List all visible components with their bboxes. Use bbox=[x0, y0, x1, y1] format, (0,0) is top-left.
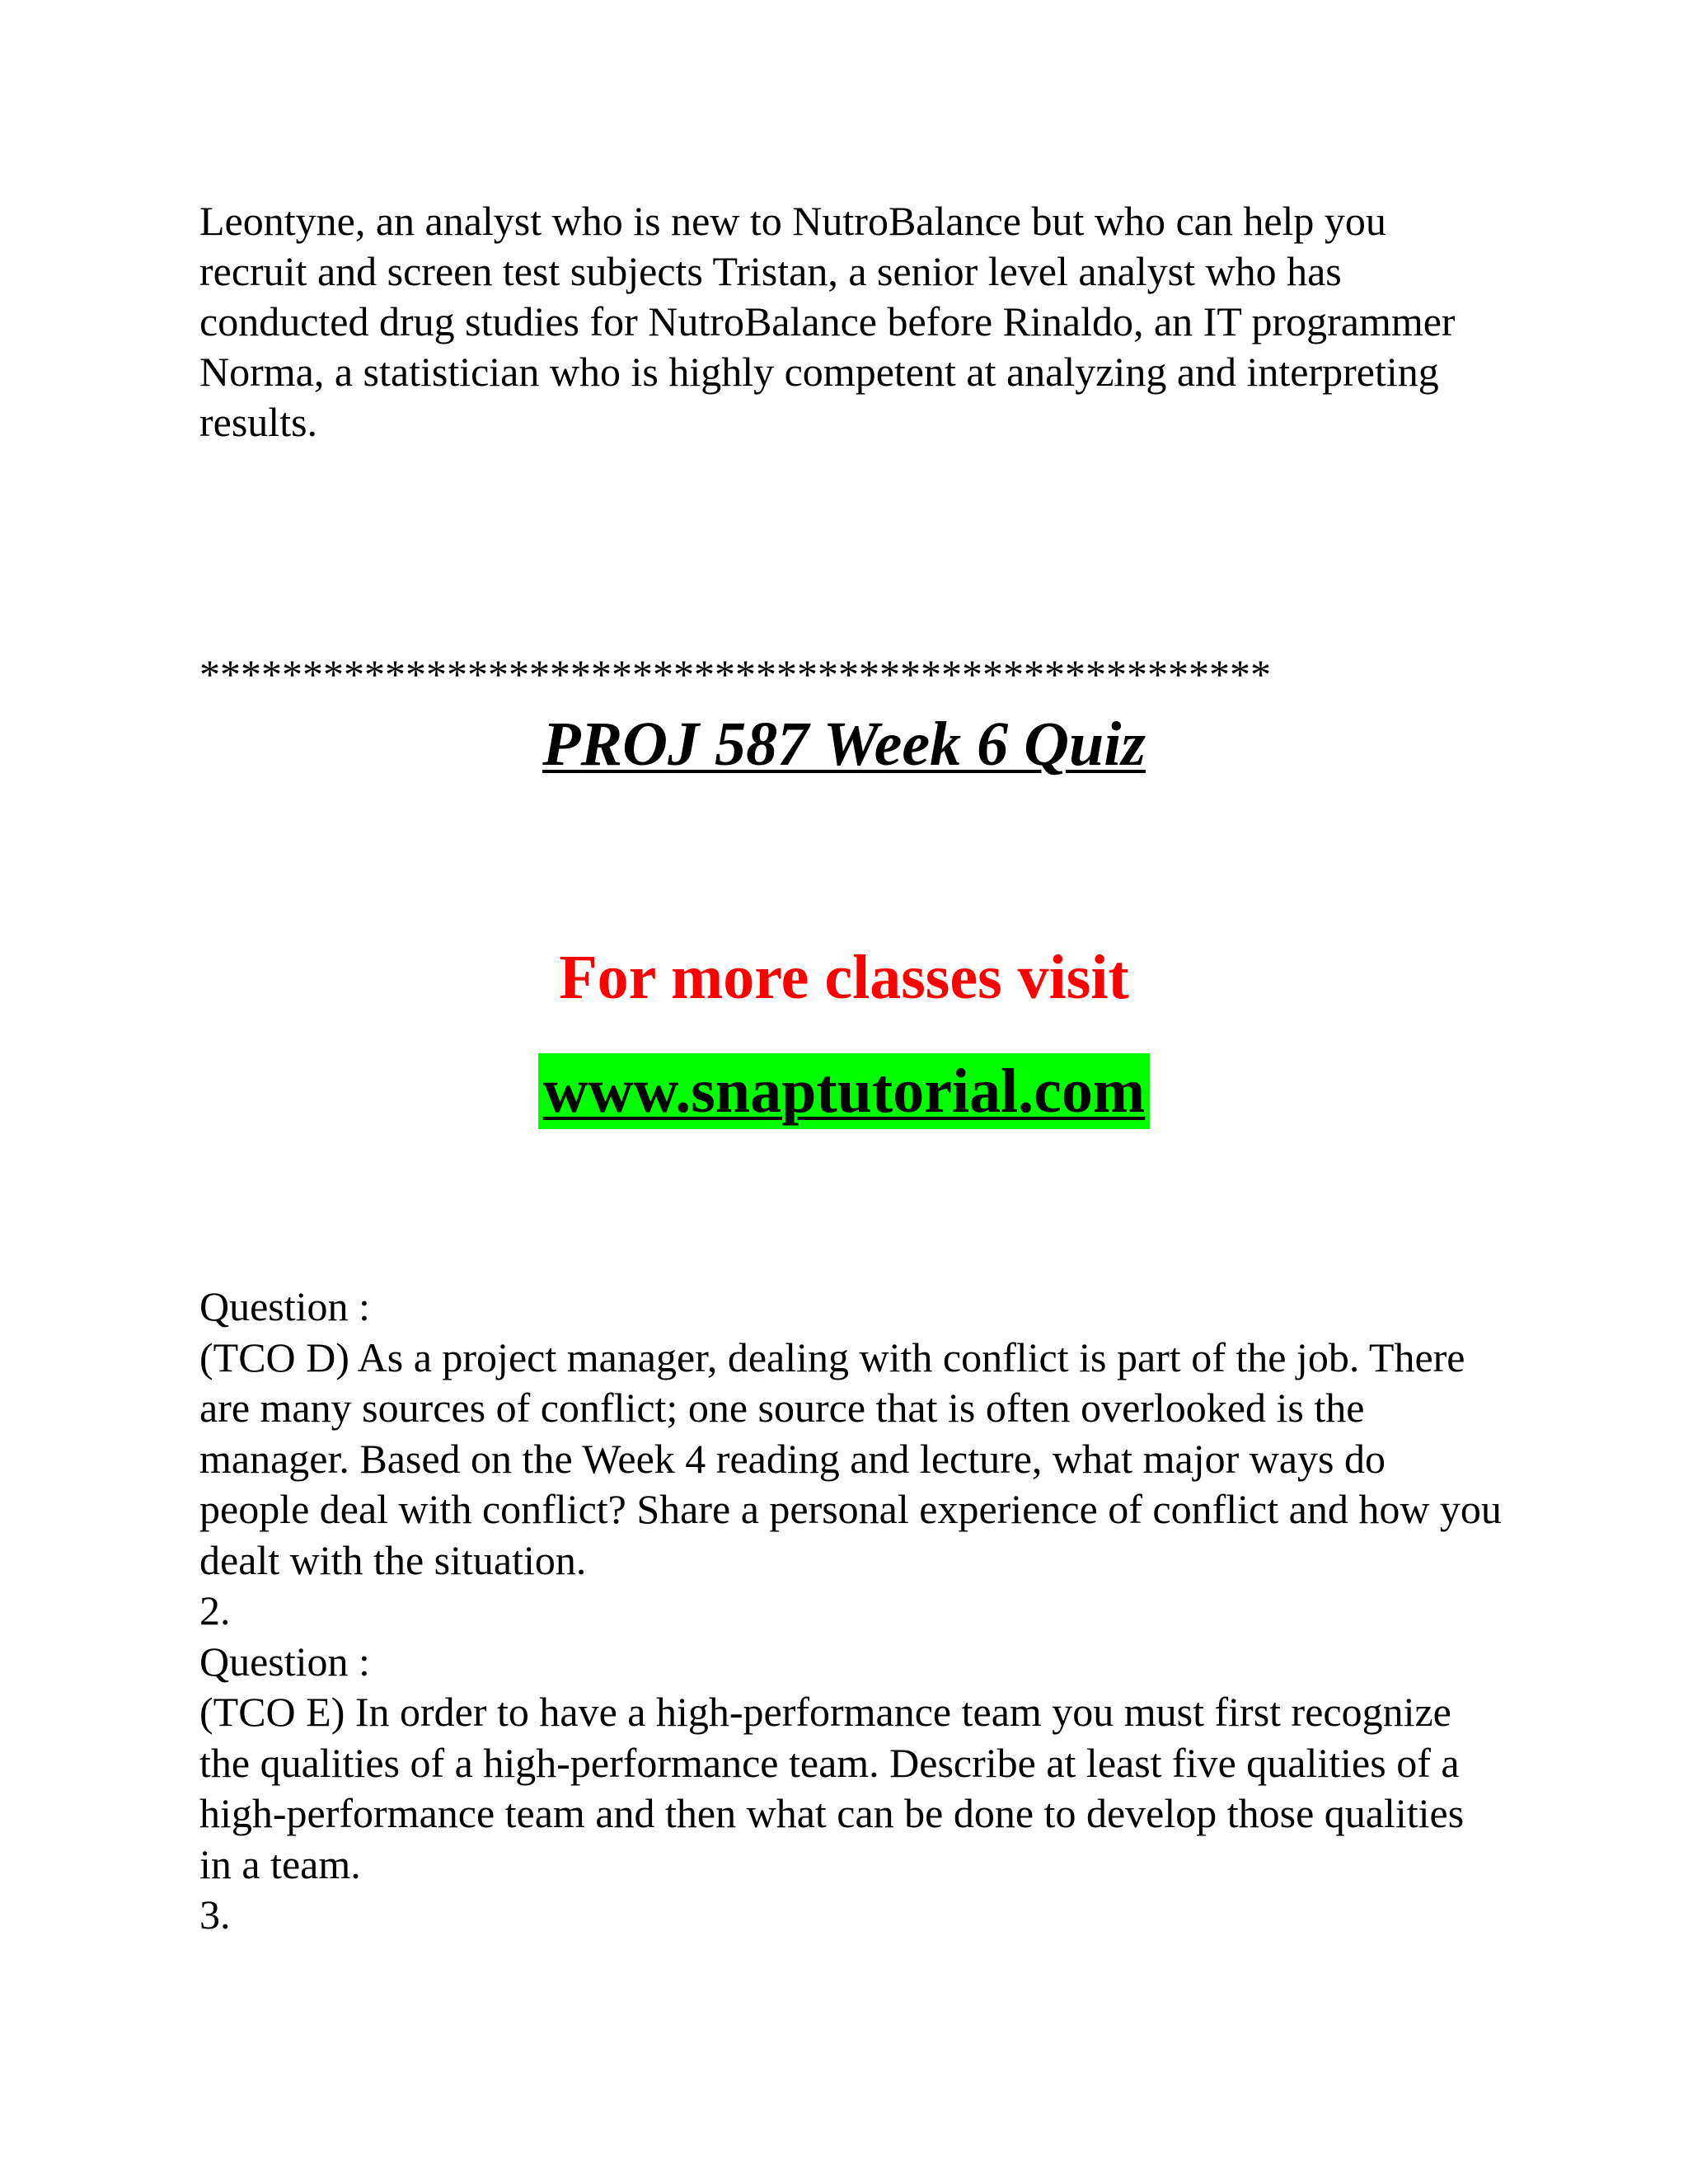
question-2-label: Question : bbox=[199, 1638, 370, 1685]
promo-text: For more classes visit bbox=[559, 943, 1129, 1012]
questions-section bbox=[199, 1282, 1502, 1941]
quiz-title: PROJ 587 Week 6 Quiz bbox=[542, 710, 1146, 779]
promo-link-wrapper bbox=[0, 1053, 1688, 1129]
separator-line: **************************************************** bbox=[199, 651, 1271, 697]
question-1-label: Question : bbox=[199, 1283, 370, 1329]
question-2-number: 2. bbox=[199, 1587, 231, 1633]
promo-link[interactable]: www.snaptutorial.com bbox=[538, 1053, 1150, 1129]
question-2-text: (TCO E) In order to have a high-performance team you must first recognize the qualities of a high-performance team. Describe at least five qualities of a high-performance team and then what can be done to develop those qualities in a team. bbox=[199, 1689, 1465, 1887]
intro-paragraph: Leontyne, an analyst who is new to NutroBalance but who can help you recruit and screen test subjects Tristan, a senior level analyst who has conducted drug studies for NutroBalance before Rinaldo, an IT programmer Norma, a statistician who is highly competent at analyzing and interpreting results. bbox=[199, 198, 1456, 445]
question-3-number: 3. bbox=[199, 1891, 231, 1938]
question-1-text: (TCO D) As a project manager, dealing with conflict is part of the job. There are many sources of conflict; one source that is often overlooked is the manager. Based on the Week 4 reading and lecture, what major ways do people deal with conflict? Share a personal experience of conflict and how you dealt with the situation. bbox=[199, 1333, 1502, 1583]
